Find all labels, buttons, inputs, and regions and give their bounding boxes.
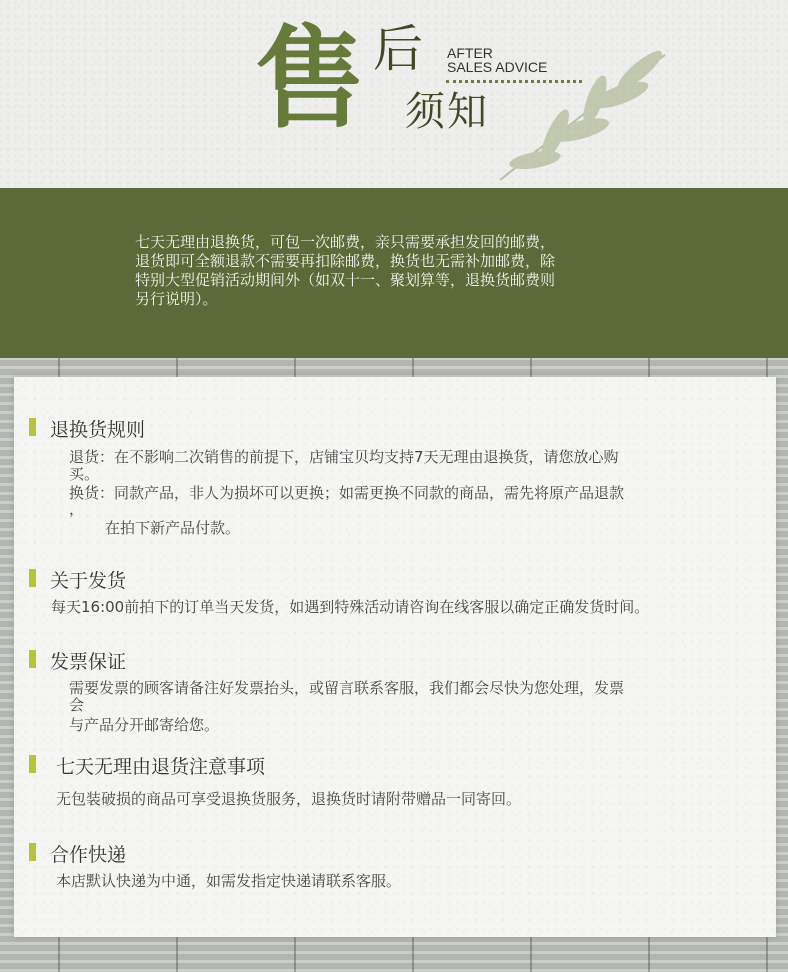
section-title-shipping: 关于发货 (50, 570, 127, 592)
notice-line: 特别大型促销活动期间外（如双十一、聚划算等，退换货邮费则 (135, 271, 556, 289)
dotted-divider (446, 80, 582, 83)
notice-text (135, 233, 655, 309)
header-banner (0, 0, 788, 188)
section-marker (29, 650, 36, 668)
section-title-seven-day: 七天无理由退货注意事项 (56, 756, 266, 778)
info-panel (14, 377, 776, 937)
section-title-invoice: 发票保证 (50, 651, 127, 673)
returns-line: 在拍下新产品付款。 (105, 519, 241, 537)
notice-line: 七天无理由退换货，可包一次邮费，亲只需要承担发回的邮费， (135, 233, 556, 251)
returns-line: ， (69, 500, 85, 518)
invoice-line: 与产品分开邮寄给您。 (69, 716, 220, 734)
notice-line: 另行说明）。 (135, 290, 218, 308)
shipping-line: 每天16:00前拍下的订单当天发货，如遇到特殊活动请咨询在线客服以确定正确发货时间。 (51, 598, 650, 616)
courier-line: 本店默认快递为中通，如需发指定快递请联系客服。 (56, 872, 402, 890)
title-hou: 后 (373, 20, 423, 78)
section-marker (29, 755, 36, 773)
section-title-returns: 退换货规则 (50, 419, 146, 441)
section-marker (29, 569, 36, 587)
subtitle-after: AFTER (447, 45, 493, 61)
section-marker (29, 418, 36, 436)
returns-line: 买。 (69, 465, 100, 483)
title-xuzhi: 须知 (405, 89, 489, 135)
notice-line: 退货即可全额退款不需要再扣除邮费，换货也无需补加邮费，除 (135, 252, 556, 270)
section-marker (29, 843, 36, 861)
title-shou: 售 (255, 14, 365, 143)
section-title-courier: 合作快递 (50, 844, 127, 866)
returns-line: 退货：在不影响二次销售的前提下，店铺宝贝均支持7天无理由退换货，请您放心购 (69, 448, 619, 466)
invoice-line: 会 (69, 696, 85, 714)
subtitle-sales-advice: SALES ADVICE (447, 59, 548, 75)
returns-line: 换货：同款产品，非人为损坏可以更换；如需更换不同款的商品，需先将原产品退款 (69, 484, 625, 502)
seven-day-line: 无包装破损的商品可享受退换货服务，退换货时请附带赠品一同寄回。 (56, 790, 522, 808)
invoice-line: 需要发票的顾客请备注好发票抬头，或留言联系客服，我们都会尽快为您处理，发票 (69, 679, 625, 697)
